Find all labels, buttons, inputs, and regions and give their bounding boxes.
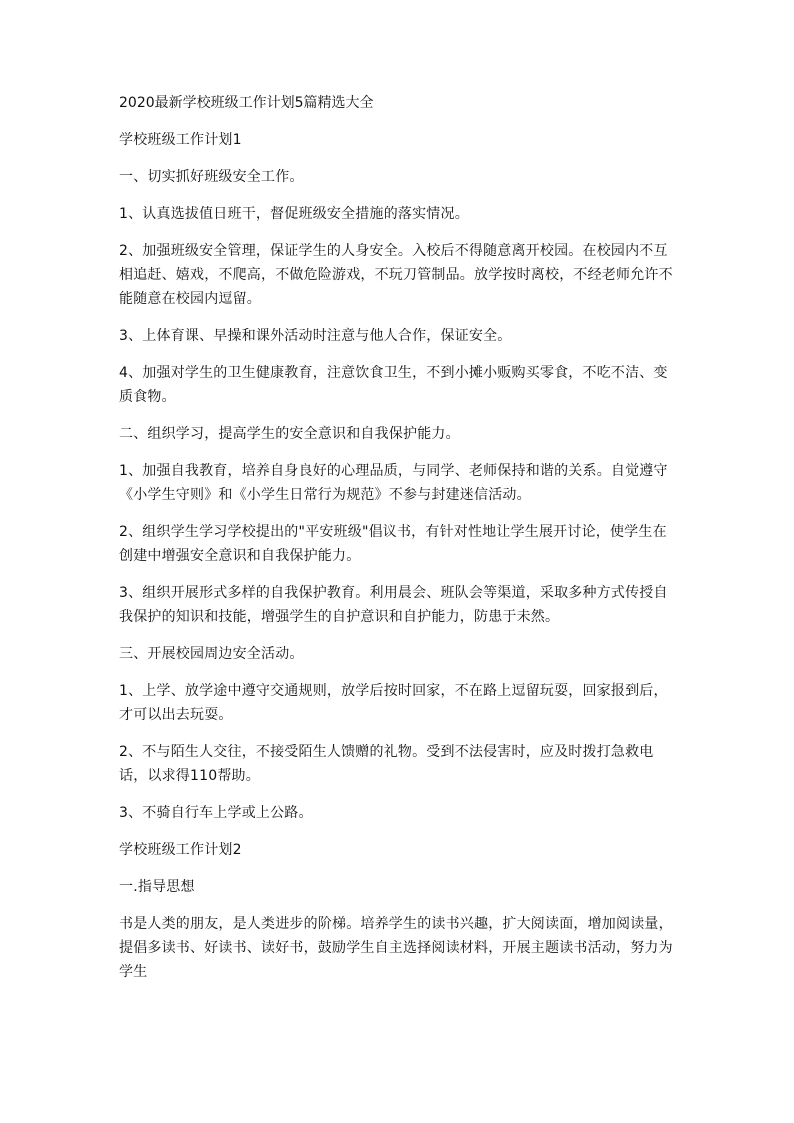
paragraph: 3、组织开展形式多样的自我保护教育。利用晨会、班队会等渠道，采取多种方式传授自我保护的知识和技能，增强学生的自护意识和自护能力，防患于未然。 bbox=[119, 585, 668, 625]
paragraph: 2、不与陌生人交往，不接受陌生人馈赠的礼物。受到不法侵害时，应及时拨打急救电话，以求得110帮助。 bbox=[119, 744, 654, 784]
paragraph: 1、上学、放学途中遵守交通规则，放学后按时回家，不在路上逗留玩耍，回家报到后，才可以出去玩耍。 bbox=[119, 683, 668, 723]
subsection-heading: 二、组织学习，提高学生的安全意识和自我保护能力。 bbox=[119, 426, 460, 442]
paragraph: 2、加强班级安全管理，保证学生的人身安全。入校后不得随意离开校园。在校园内不互相追赶、嬉戏，不爬高，不做危险游戏，不玩刀管制品。放学按时离校，不经老师允许不能随意在校园内逗留。 bbox=[119, 243, 673, 307]
paragraph: 4、加强对学生的卫生健康教育，注意饮食卫生，不到小摊小贩购买零食，不吃不洁、变质食物。 bbox=[119, 365, 668, 405]
subsection-heading: 一.指导思想 bbox=[119, 879, 195, 895]
subsection-heading: 三、开展校园周边安全活动。 bbox=[119, 646, 304, 662]
document-page bbox=[119, 91, 679, 997]
subsection-heading: 一、切实抓好班级安全工作。 bbox=[119, 169, 304, 185]
section-heading: 学校班级工作计划1 bbox=[119, 132, 242, 148]
paragraph: 书是人类的朋友，是人类进步的阶梯。培养学生的读书兴趣，扩大阅读面，增加阅读量，提倡多读书、好读书、读好书，鼓励学生自主选择阅读材料，开展主题读书活动，努力为学生 bbox=[119, 916, 673, 980]
section-heading: 学校班级工作计划2 bbox=[119, 842, 242, 858]
document-title: 2020最新学校班级工作计划5篇精选大全 bbox=[119, 95, 374, 111]
paragraph: 1、加强自我教育，培养自身良好的心理品质，与同学、老师保持和谐的关系。自觉遵守《小学生守则》和《小学生日常行为规范》不参与封建迷信活动。 bbox=[119, 463, 668, 503]
paragraph: 3、上体育课、早操和课外活动时注意与他人合作，保证安全。 bbox=[119, 328, 512, 344]
paragraph: 3、不骑自行车上学或上公路。 bbox=[119, 805, 313, 821]
paragraph: 2、组织学生学习学校提出的"平安班级"倡议书，有针对性地让学生展开讨论，使学生在创建中增强安全意识和自我保护能力。 bbox=[119, 524, 667, 564]
paragraph: 1、认真选拔值日班干，督促班级安全措施的落实情况。 bbox=[119, 206, 469, 222]
